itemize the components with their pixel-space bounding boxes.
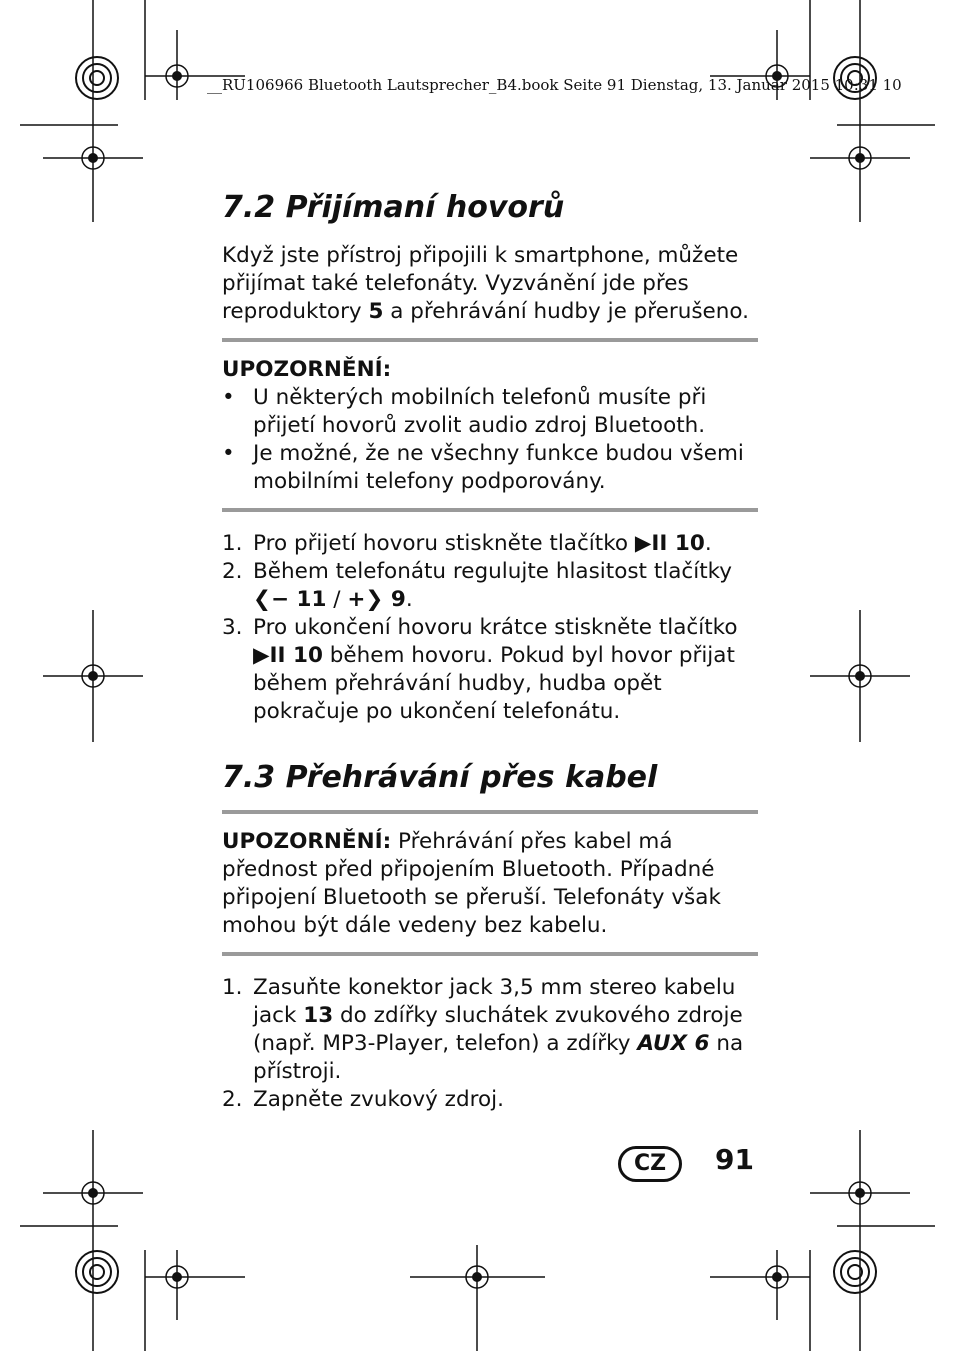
bullet-marker: • bbox=[222, 441, 235, 466]
section-7-2-heading: 7.2 Přijímaní hovorů bbox=[222, 190, 565, 225]
step-number: 1. bbox=[222, 975, 243, 1000]
list-item bbox=[222, 558, 758, 614]
divider bbox=[222, 338, 758, 342]
step-text-end: . bbox=[704, 531, 712, 556]
print-header: __RU106966 Bluetooth Lautsprecher_B4.book Seite 91 Dienstag, 13. Januar 2015 10:31 10 bbox=[207, 76, 902, 94]
aux-ref: AUX 6 bbox=[637, 1031, 710, 1056]
step-text: do zdířky sluchátek zvukového zdroje (např. MP3-Player, telefon) a zdířky bbox=[253, 1003, 743, 1056]
play-pause-button-ref: ▶II 10 bbox=[253, 643, 323, 668]
intro-text-2: a přehrávání hudby je přerušeno. bbox=[383, 299, 750, 324]
list-item bbox=[222, 530, 758, 558]
cable-ref: 13 bbox=[303, 1003, 334, 1028]
step-text: Pro ukončení hovoru krátce stiskněte tlačítko bbox=[253, 615, 738, 640]
step-text-end: . bbox=[405, 587, 413, 612]
intro-ref: 5 bbox=[368, 299, 384, 324]
cable-note bbox=[222, 828, 758, 940]
step-text-end: během hovoru. Pokud byl hovor přijat během přehrávání hudby, hudba opět pokračuje po ukončení telefonátu. bbox=[253, 643, 735, 724]
cable-steps bbox=[222, 974, 758, 1114]
note-bullets bbox=[222, 384, 758, 496]
list-item bbox=[222, 614, 758, 726]
step-number: 3. bbox=[222, 615, 243, 640]
list-item bbox=[222, 440, 758, 496]
list-item bbox=[222, 974, 758, 1086]
step-text: Zasuňte konektor jack 3,5 mm stereo kabelu jack bbox=[253, 975, 736, 1028]
divider bbox=[222, 952, 758, 956]
note-title: UPOZORNĚNÍ: bbox=[222, 829, 392, 854]
call-steps bbox=[222, 530, 758, 726]
bullet-text: U některých mobilních telefonů musíte při přijetí hovorů zvolit audio zdroj Bluetooth. bbox=[253, 385, 707, 438]
page-content bbox=[222, 188, 758, 1114]
bullet-marker: • bbox=[222, 385, 235, 410]
volume-down-button-ref: ❮− 11 bbox=[253, 587, 327, 612]
intro-text-1: Když jste přístroj připojili k smartphone, můžete přijímat také telefonáty. Vyzvánění jde přes reproduktory bbox=[222, 243, 739, 324]
section-7-2-intro bbox=[222, 242, 758, 326]
step-text: Pro přijetí hovoru stiskněte tlačítko bbox=[253, 531, 635, 556]
step-number: 2. bbox=[222, 559, 243, 584]
language-badge: CZ bbox=[618, 1146, 682, 1182]
divider bbox=[222, 508, 758, 512]
step-number: 1. bbox=[222, 531, 243, 556]
note-title: UPOZORNĚNÍ: bbox=[222, 357, 392, 382]
page-number: 91 bbox=[715, 1143, 754, 1176]
list-item bbox=[222, 1086, 758, 1114]
list-item bbox=[222, 384, 758, 440]
bullet-text: Je možné, že ne všechny funkce budou všemi mobilními telefony podporovány. bbox=[253, 441, 744, 494]
step-separator: / bbox=[326, 587, 348, 612]
section-7-3-heading: 7.3 Přehrávání přes kabel bbox=[222, 760, 658, 795]
step-text: Během telefonátu regulujte hlasitost tlačítky bbox=[253, 559, 733, 584]
step-text-end: na přístroji. bbox=[253, 1031, 744, 1084]
note-text: Přehrávání přes kabel má přednost před připojením Bluetooth. Případné připojení Bluetooth se přeruší. Telefonáty však mohou být dále vedeny bez kabelu. bbox=[222, 829, 721, 938]
divider bbox=[222, 810, 758, 814]
play-pause-button-ref: ▶II 10 bbox=[634, 531, 705, 556]
step-text: Zapněte zvukový zdroj. bbox=[253, 1087, 504, 1112]
volume-up-button-ref: +❯ 9 bbox=[347, 587, 406, 612]
step-number: 2. bbox=[222, 1087, 243, 1112]
